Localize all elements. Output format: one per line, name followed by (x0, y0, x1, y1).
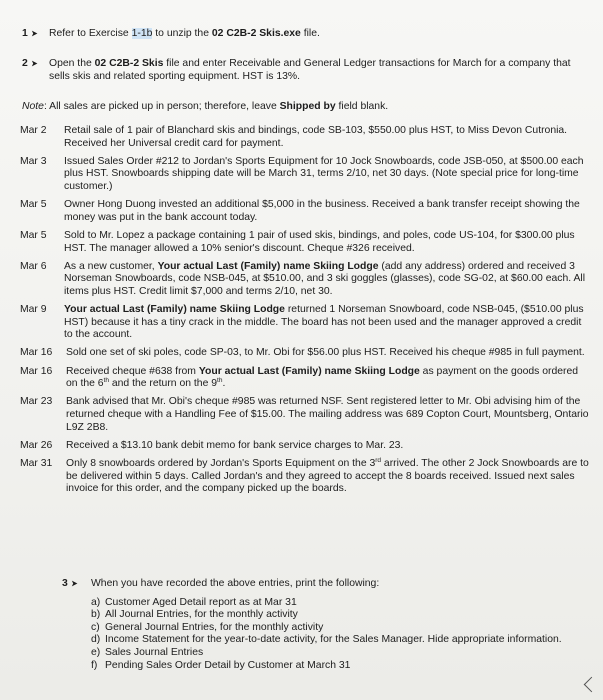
entry-description: Your actual Last (Family) name Skiing Lodge returned 1 Norseman Snowboard, code NSB-045, ($510.00 plus HST) because it has a tiny crack in the middle. The board has not been used and the manager approved a credit to the account. (64, 304, 584, 341)
entry-description: As a new customer, Your actual Last (Family) name Skiing Lodge (add any address) ordered and received 3 Norseman Snowboards, code NSB-045, at $510.00, and 3 ski goggles (glasses), code SG-02, at $60.00 each. All items plus HST. Credit limit $7,000 and terms 2/10, net 30. (64, 260, 585, 297)
transaction-entry (20, 396, 589, 434)
entry-date: Mar 3 (20, 155, 47, 167)
list-item: e) Sales Journal Entries (91, 646, 204, 658)
list-item: d) Income Statement for the year-to-date activity, for the Sales Manager. Hide appropriate information. (91, 634, 562, 646)
step-number: 3 ➤ (62, 578, 78, 589)
entry-description: Sold to Mr. Lopez a package containing 1 pair of used skis, bindings, and poles, code US-104, for $300.00 plus HST. The manager allowed a 10% senior's discount. Cheque #326 received. (64, 229, 575, 254)
company-name: Your actual Last (Family) name Skiing Lodge (64, 304, 285, 316)
arrow-icon: ➤ (31, 59, 38, 68)
company-name: Your actual Last (Family) name Skiing Lodge (198, 365, 420, 377)
entry-date: Mar 23 (20, 396, 53, 408)
entry-date: Mar 26 (20, 439, 53, 451)
arrow-icon: ➤ (31, 29, 38, 38)
note: Note: All sales are picked up in person; therefore, leave Shipped by field blank. (22, 101, 389, 112)
transaction-entry (20, 230, 589, 255)
file-name: 02 C2B-2 Skis.exe (211, 28, 301, 39)
entry-description: Retail sale of 1 pair of Blanchard skis and bindings, code SB-103, $550.00 plus HST, to Miss Devon Cutronia. Received her Universal credit card for payment. (64, 125, 568, 149)
entry-description: Received cheque #638 from Your actual Last (Family) name Skiing Lodge as payment on the goods ordered on the 6th and the return on the 9th. (66, 365, 579, 390)
entry-date: Mar 16 (20, 347, 53, 359)
entry-date: Mar 2 (20, 125, 47, 136)
entry-date: Mar 5 (20, 199, 47, 211)
note-label: Note (22, 101, 44, 112)
list-item: f) Pending Sales Order Detail by Customer at March 31 (91, 659, 351, 671)
transaction-entry (20, 347, 589, 360)
list-item: c) General Journal Entries, for the monthly activity (91, 621, 324, 633)
transaction-entry (20, 261, 589, 299)
shipped-by-field: Shipped by (279, 101, 336, 112)
entry-date: Mar 6 (20, 260, 47, 272)
arrow-icon: ➤ (71, 579, 78, 588)
transaction-entry (20, 458, 589, 496)
chevron-left-icon[interactable] (584, 677, 600, 693)
entry-description: Bank advised that Mr. Obi's cheque #985 was returned NSF. Sent registered letter to Mr. Obi advising him of the returned cheque with a Handling Fee of $15.00. The mailing address was 689 Copton Court, Mountsberg, Ontario L9Z 2B8. (66, 396, 589, 433)
transaction-entry (20, 125, 589, 150)
transaction-entry (20, 156, 589, 194)
entry-date: Mar 16 (20, 365, 53, 377)
step-number: 2 ➤ (22, 58, 38, 69)
report-list (91, 597, 589, 673)
transaction-entry (20, 199, 589, 224)
entry-date: Mar 5 (20, 229, 47, 241)
transaction-entry (20, 366, 589, 391)
list-item: a) Customer Aged Detail report as at Mar 31 (91, 596, 297, 608)
step-number: 1 ➤ (22, 28, 38, 39)
company-name: Your actual Last (Family) name Skiing Lodge (157, 260, 379, 272)
entry-description: Owner Hong Duong invested an additional $5,000 in the business. Received a bank transfer receipt showing the money was put in the bank account today. (64, 199, 580, 223)
transaction-entry (20, 304, 589, 342)
step-1-text: Refer to Exercise 1-1b to unzip the 02 C2B-2 Skis.exe file. (49, 28, 320, 39)
step-3-lead: When you have recorded the above entries, print the following: (91, 578, 380, 589)
entry-description: Issued Sales Order #212 to Jordan's Sports Equipment for 10 Jock Snowboards, code JSB-050, at $500.00 each plus HST. Snowboards shipping date will be March 31, terms 2/10, net 30 days. (Note special price for long-time customer.) (64, 155, 584, 192)
file-name: 02 C2B-2 Skis (94, 58, 164, 69)
exercise-ref: 1-1b (131, 28, 153, 39)
entry-date: Mar 31 (20, 458, 53, 469)
step-2-text: Open the 02 C2B-2 Skis file and enter Receivable and General Ledger transactions for March for a company that sells skis and related sporting equipment. HST is 13%. (49, 58, 571, 82)
transaction-list (20, 125, 589, 501)
step-3 (62, 578, 589, 672)
entry-description: Only 8 snowboards ordered by Jordan's Sports Equipment on the 3rd arrived. The other 2 Jock Snowboards are to be delivered within 5 days. Called Jordan's and they agreed to accept the 8 boards received. Issued next sales invoice for this order, and the company picked up the boards. (66, 457, 589, 495)
entry-date: Mar 9 (20, 304, 47, 316)
transaction-entry (20, 440, 589, 453)
entry-description: Received a $13.10 bank debit memo for bank service charges to Mar. 23. (66, 439, 404, 451)
entry-description: Sold one set of ski poles, code SP-03, to Mr. Obi for $56.00 plus HST. Received his cheque #985 in full payment. (66, 347, 585, 359)
list-item: b) All Journal Entries, for the monthly activity (91, 609, 298, 621)
